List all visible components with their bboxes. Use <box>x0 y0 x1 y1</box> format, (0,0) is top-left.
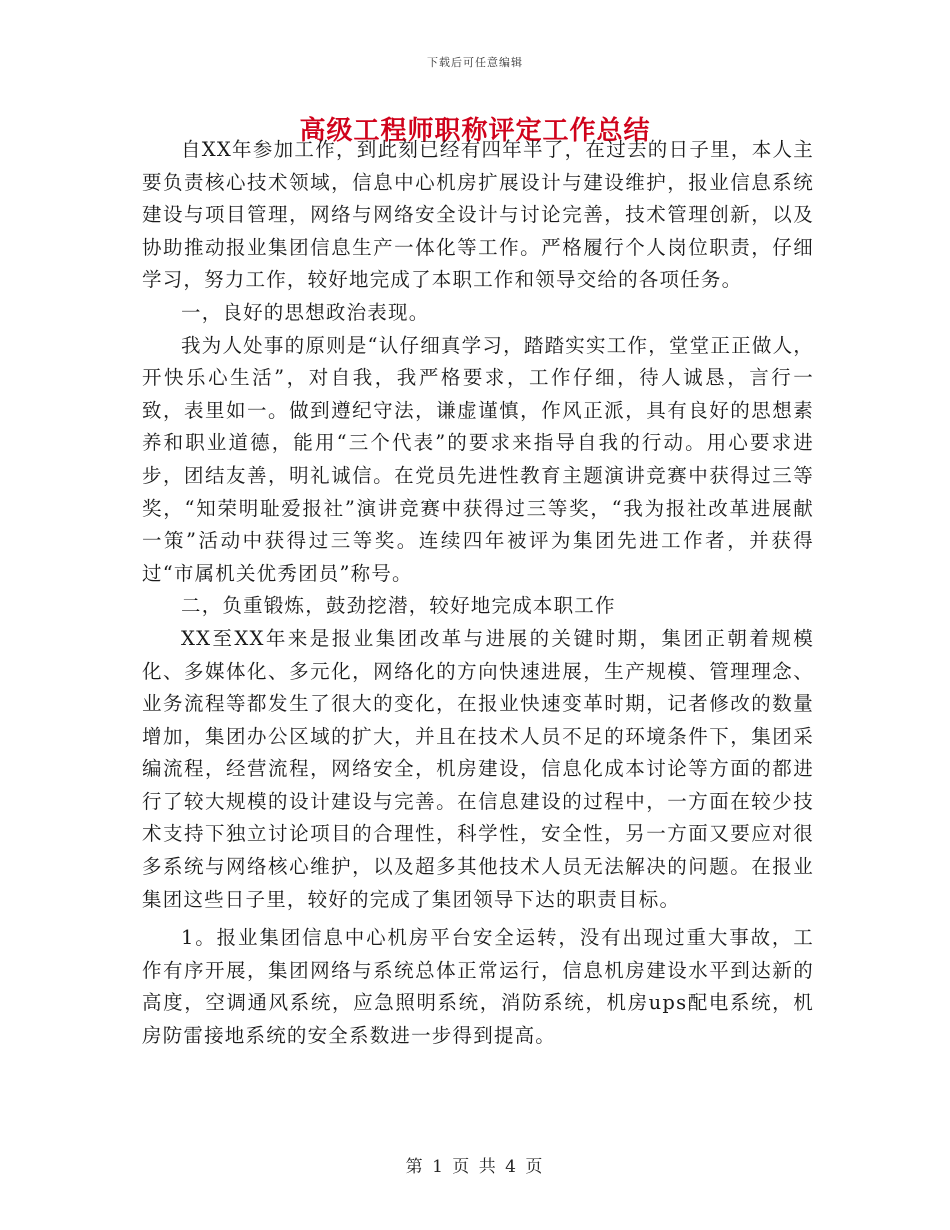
section-heading-2: 二，负重锻炼，鼓劲挖潜，较好地完成本职工作 <box>181 594 616 618</box>
document-body <box>142 134 814 1053</box>
page-footer: 第 1 页 共 4 页 <box>405 1157 545 1177</box>
paragraph-political: 我为人处事的原则是“认仔细真学习，踏踏实实工作，堂堂正正做人，开快乐心生活”，对自我，我严格要求，工作仔细，待人诚恳，言行一致，表里如一。做到遵纪守法，谦虚谨慎，作风正派，具有良好的思想素养和职业道德，能用“三个代表”的要求来指导自我的行动。用心要求进步，团结友善，明礼诚信。在党员先进性教育主题演讲竞赛中获得过三等奖，“知荣明耻爱报社”演讲竞赛中获得过三等奖，“我为报社改革进展献一策”活动中获得过三等奖。连续四年被评为集团先进工作者，并获得过“市属机关优秀团员”称号。 <box>142 333 814 585</box>
paragraph-intro: 自XX年参加工作，到此刻已经有四年半了，在过去的日子里，本人主要负责核心技术领域，信息中心机房扩展设计与建设维护，报业信息系统建设与项目管理，网络与网络安全设计与讨论完善，技术管理创新，以及协助推动报业集团信息生产一体化等工作。严格履行个人岗位职责，仔细学习，努力工作，较好地完成了本职工作和领导交给的各项任务。 <box>142 138 814 292</box>
paragraph-item-1: 1。报业集团信息中心机房平台安全运转，没有出现过重大事故，工作有序开展，集团网络与系统总体正常运行，信息机房建设水平到达新的高度，空调通风系统，应急照明系统，消防系统，机房ups配电系统，机房防雷接地系统的安全系数进一步得到提高。 <box>142 926 814 1048</box>
paragraph-work: XX至XX年来是报业集团改革与进展的关键时期，集团正朝着规模化、多媒体化、多元化，网络化的方向快速进展，生产规模、管理理念、业务流程等都发生了很大的变化，在报业快速变革时期，记者修改的数量增加，集团办公区域的扩大，并且在技术人员不足的环境条件下，集团采编流程，经营流程，网络安全，机房建设，信息化成本讨论等方面的都进行了较大规模的设计建设与完善。在信息建设的过程中，一方面在较少技术支持下独立讨论项目的合理性，科学性，安全性，另一方面又要应对很多系统与网络核心维护，以及超多其他技术人员无法解决的问题。在报业集团这些日子里，较好的完成了集团领导下达的职责目标。 <box>142 626 814 911</box>
document-title: 高级工程师职称评定工作总结 <box>299 116 651 146</box>
section-heading-1: 一，良好的思想政治表现。 <box>181 300 430 324</box>
header-note: 下载后可任意编辑 <box>427 56 523 69</box>
